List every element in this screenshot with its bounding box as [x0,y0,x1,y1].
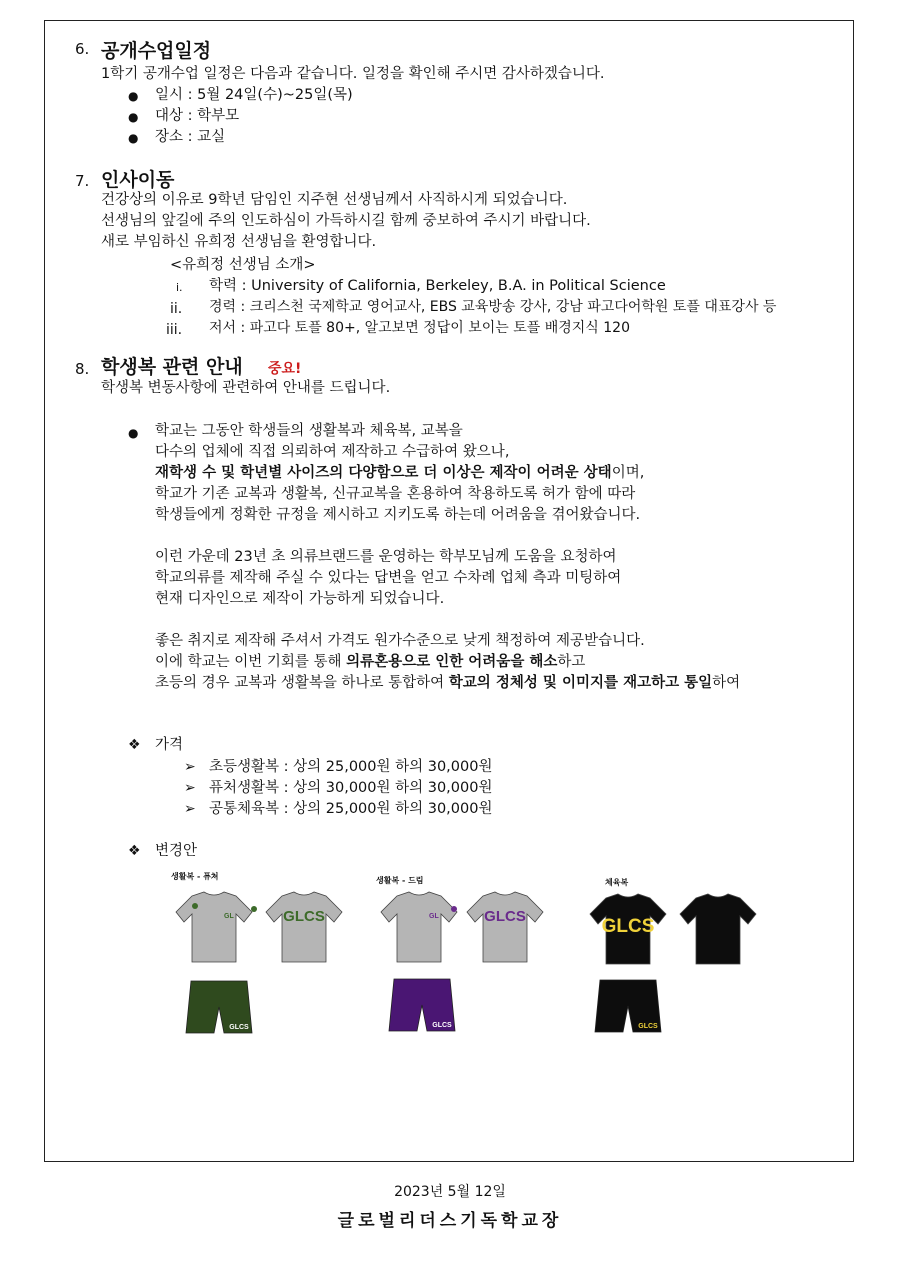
paragraph-line: 이런 가운데 23년 초 의류브랜드를 운영하는 학부모님께 도움을 요청하여 [155,549,617,565]
section-7-title: 인사이동 [101,169,175,191]
personnel-line: 선생님의 앞길에 주의 인도하심이 가득하시길 함께 중보하여 주시기 바랍니다. [101,213,591,229]
text: 하고 [557,654,586,670]
section-8-title: 학생복 관련 안내 [101,356,243,378]
profile-career: 경력 : 크리스천 국제학교 영어교사, EBS 교육방송 강사, 강남 파고다어학원 토플 대표강사 등 [209,299,777,315]
pe-shirt-front [590,894,666,964]
bullet-icon: ● [128,426,139,440]
section-6-title: 공개수업일정 [101,40,212,62]
section-7-number: 7. [75,172,90,190]
paragraph-line: 다수의 업체에 직접 의뢰하여 제작하고 수급하여 왔으나, [155,444,510,460]
shirt-logo: GL [224,913,234,920]
profile-number: i. [176,281,183,294]
text: 이에 학교는 이번 기회를 통해 [155,654,347,670]
schedule-date: 일시 : 5월 24일(수)~25일(목) [155,87,353,103]
bold-text: 학교의 정체성 및 이미지를 재고하고 통일 [448,675,713,691]
bullet-icon: ● [128,131,139,145]
bullet-icon: ● [128,89,139,103]
section-6-intro: 1학기 공개수업 일정은 다음과 같습니다. 일정을 확인해 주시면 감사하겠습니다. [101,66,605,82]
section-6-number: 6. [75,40,90,58]
dream-shorts [389,979,455,1031]
shorts-logo: GLCS [432,1022,452,1029]
bullet-icon: ● [128,110,139,124]
bold-text: 재학생 수 및 학년별 사이즈의 다양함으로 더 이상은 제작이 어려운 상태 [155,465,612,481]
price-item: 퓨처생활복 : 상의 30,000원 하의 30,000원 [209,780,493,796]
shirt-logo: GLCS [283,908,325,925]
bold-text: 의류혼용으로 인한 어려움을 해소 [346,654,558,670]
dream-shirt-front [381,892,457,962]
future-shorts [186,981,252,1033]
personnel-line: 새로 부임하신 유희정 선생님을 환영합니다. [101,234,377,250]
pe-shorts [595,980,661,1032]
uniform-caption: 생활복 - 드림 [376,876,424,885]
future-shirt-back [266,892,342,962]
paragraph-line: 학교는 그동안 학생들의 생활복과 체육복, 교복을 [155,423,463,439]
uniform-caption: 체육복 [605,878,629,887]
personnel-line: 건강상의 이유로 9학년 담임인 지주현 선생님께서 사직하시게 되었습니다. [101,192,568,208]
arrow-icon: ➢ [184,759,196,775]
document-date: 2023년 5월 12일 [394,1184,506,1200]
shirt-logo: GLCS [484,908,526,925]
shirt-logo: GLCS [601,916,655,937]
arrow-icon: ➢ [184,780,196,796]
uniform-caption: 생활복 - 퓨쳐 [171,872,219,881]
section-8-number: 8. [75,360,90,378]
teacher-intro-heading: <유희정 선생님 소개> [170,257,316,273]
shorts-logo: GLCS [638,1023,658,1030]
paragraph-line: 학교의류를 제작해 주실 수 있다는 답변을 얻고 수차례 업체 측과 미팅하여 [155,570,622,586]
paragraph-line: 좋은 취지로 제작해 주셔서 가격도 원가수준으로 낮게 책정하여 제공받습니다. [155,633,645,649]
dream-shirt-back [467,892,543,962]
diamond-icon: ❖ [128,843,141,859]
paragraph-line: 학생들에게 정확한 규정을 제시하고 지키도록 하는데 어려움을 겪어왔습니다. [155,507,641,523]
profile-number: iii. [166,322,183,338]
principal-signature: 글로벌리더스기독학교장 [337,1211,563,1231]
paragraph-line: 현재 디자인으로 제작이 가능하게 되었습니다. [155,591,445,607]
future-shirt-front [176,892,257,962]
profile-books: 저서 : 파고다 토플 80+, 알고보면 정답이 보이는 토플 배경지식 120 [209,320,630,336]
paragraph-line: 학교가 기존 교복과 생활복, 신규교복을 혼용하여 착용하도록 허가 함에 따라 [155,486,636,502]
profile-number: ii. [170,301,183,317]
text: 이며, [611,465,645,481]
change-label: 변경안 [155,843,198,859]
price-label: 가격 [155,737,184,753]
profile-education: 학력 : University of California, Berkeley, B.A. in Political Science [209,278,666,294]
shorts-logo: GLCS [229,1024,249,1031]
text: 하여 [712,675,741,691]
section-8-intro: 학생복 변동사항에 관련하여 안내를 드립니다. [101,380,391,396]
pe-shirt-back [680,894,756,964]
diamond-icon: ❖ [128,737,141,753]
arrow-icon: ➢ [184,801,196,817]
schedule-audience: 대상 : 학부모 [155,108,240,124]
important-badge: 중요! [268,361,302,377]
price-item: 초등생활복 : 상의 25,000원 하의 30,000원 [209,759,493,775]
text: 초등의 경우 교복과 생활복을 하나로 통합하여 [155,675,449,691]
shirt-logo: GL [429,913,439,920]
price-item: 공통체육복 : 상의 25,000원 하의 30,000원 [209,801,493,817]
schedule-place: 장소 : 교실 [155,129,226,145]
